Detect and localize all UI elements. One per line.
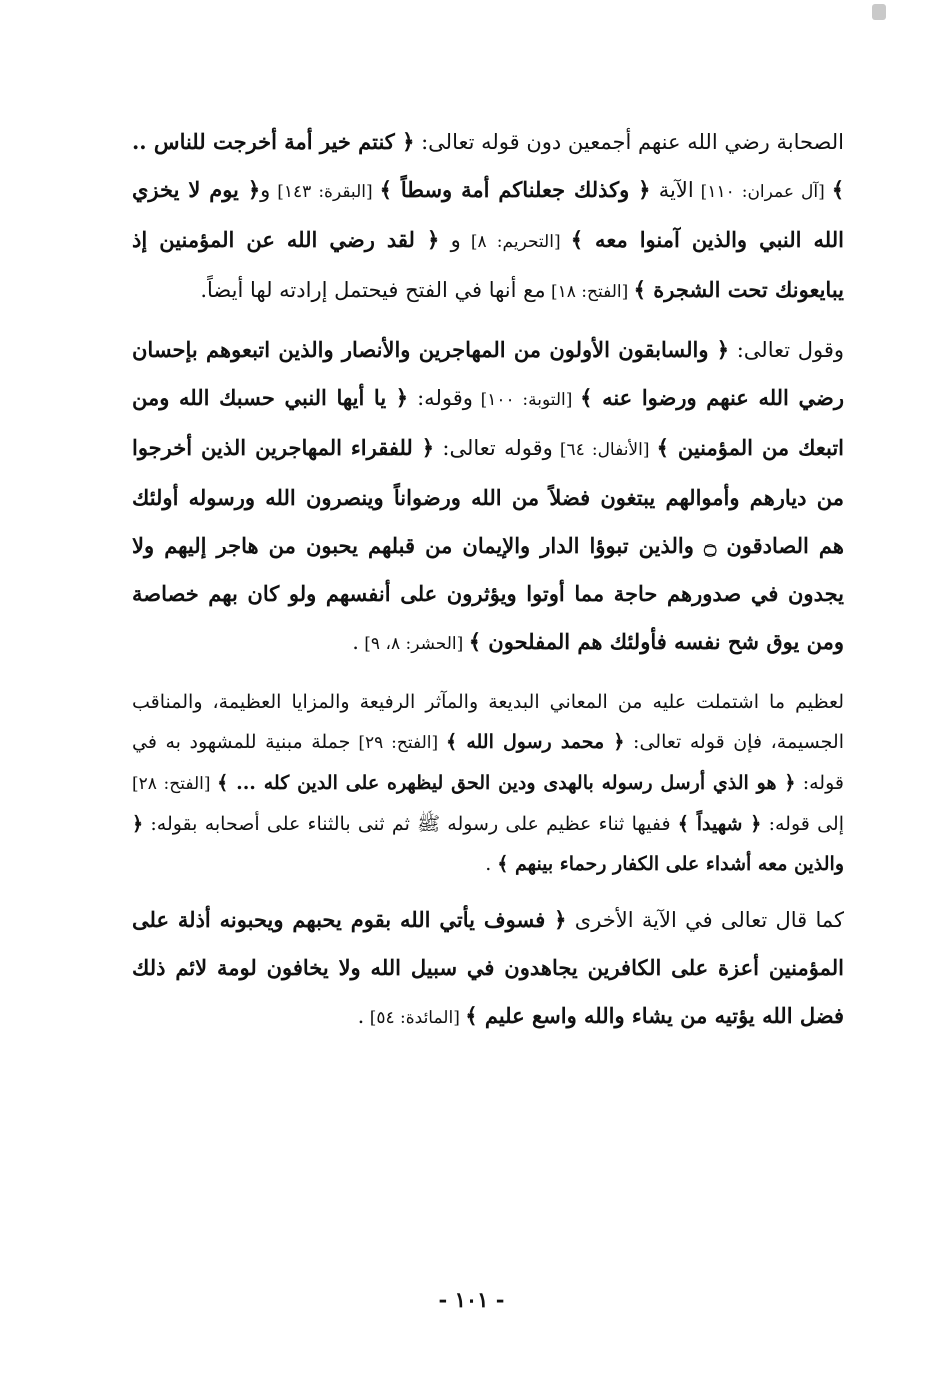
quran-bracket: ﴿	[395, 385, 409, 410]
quran-bracket: ﴾	[379, 177, 392, 202]
body-text: وقوله تعالى:	[434, 436, 553, 460]
body-text: كما قال تعالى في الآية الأخرى	[566, 908, 844, 932]
page-body	[132, 118, 844, 1042]
quran-bracket: ﴾	[497, 853, 509, 875]
quran-bracket: ﴿	[554, 907, 567, 932]
verse-reference: [التوبة: ١٠٠]	[472, 390, 581, 410]
body-text: وقول تعالى:	[729, 338, 844, 362]
quran-bracket: ﴾	[465, 1003, 478, 1028]
quran-bracket: ﴾	[446, 731, 458, 753]
quran-verse: والذين معه أشداء على الكفار رحماء بينهم	[508, 853, 844, 875]
quran-bracket: ﴾	[677, 813, 689, 835]
quran-verse: وكذلك جعلناكم أمة وسطاً	[391, 177, 639, 202]
body-text: الآية	[650, 178, 694, 202]
body-text: و	[260, 178, 271, 202]
quran-verse: محمد رسول الله	[457, 731, 614, 753]
body-text: وقوله:	[408, 386, 473, 410]
paragraph-3	[132, 682, 844, 884]
quran-bracket: ﴾	[468, 629, 481, 654]
quran-verse: شهيداً	[688, 813, 751, 835]
verse-reference: [البقرة: ١٤٣]	[270, 182, 380, 202]
quran-bracket: ﴿	[716, 337, 730, 362]
body-text: جملة مبنية للمشهود به في قوله:	[132, 731, 844, 794]
verse-reference: [الأنفال: ٦٤]	[552, 440, 657, 460]
quran-bracket: ﴾	[217, 772, 229, 794]
paragraph-2	[132, 326, 844, 668]
quran-verse: كنتم خير أمة أخرجت للناس ..	[132, 129, 403, 154]
quran-bracket: ﴿	[132, 813, 144, 835]
quran-bracket: ﴾	[580, 385, 593, 410]
body-text: .	[485, 853, 498, 875]
verse-reference: [الحشر: ٨، ٩]	[358, 634, 469, 654]
quran-bracket: ﴾	[633, 277, 646, 302]
verse-reference: [الفتح: ٢٨]	[132, 774, 218, 794]
quran-verse: والسابقون الأولون من المهاجرين والأنصار والذين اتبعوهم بإحسان رضي الله عنهم ورضوا عنه	[132, 337, 844, 410]
quran-verse: يوم لا يخزي الله النبي والذين آمنوا معه	[132, 177, 844, 252]
body-text: .	[352, 630, 359, 654]
quran-bracket: ﴿	[402, 129, 415, 154]
body-text: إلى قوله:	[761, 813, 844, 835]
body-text: الصحابة رضي الله عنهم أجمعين دون قوله تعالى:	[414, 130, 844, 154]
scan-mark	[872, 4, 886, 20]
body-text: لعظيم ما اشتملت عليه من المعاني البديعة والمآثر الرفيعة والمزايا العظيمة، والمناقب الجسيمة، فإن قوله تعالى:	[132, 691, 844, 753]
paragraph-1	[132, 118, 844, 316]
quran-verse: لقد رضي الله عن المؤمنين إذ يبايعونك تحت الشجرة	[132, 227, 844, 302]
verse-reference: [المائدة: ٥٤]	[364, 1008, 466, 1028]
quran-bracket: ﴾	[570, 227, 584, 252]
quran-verse: يا أيها النبي حسبك الله ومن اتبعك من المؤمنين	[132, 385, 844, 460]
quran-bracket: ﴿	[784, 772, 796, 794]
quran-verse: للفقراء المهاجرين الذين أخرجوا من ديارهم وأموالهم يبتغون فضلاً من الله ورضواناً وينصرون الله ورسوله أولئك هم الصادقون ۝ والذين تبوؤا الدار والإيمان من قبلهم يحبون من هاجر إليهم ولا يجدون في صدورهم حاجة مما أوتوا ويؤثرون على أنفسهم ولو كان بهم خصاصة ومن يوق شح نفسه فأولئك هم المفلحون	[132, 435, 844, 654]
body-text: و	[439, 228, 461, 252]
verse-reference: [آل عمران: ١١٠]	[693, 182, 832, 202]
quran-verse: فسوف يأتي الله بقوم يحبهم ويحبونه أذلة على المؤمنين أعزة على الكافرين يجاهدون في سبيل الله ولا يخافون لومة لائم ذلك فضل الله يؤتيه من يشاء والله واسع عليم	[132, 907, 844, 1028]
quran-bracket: ﴿	[750, 813, 762, 835]
paragraph-4	[132, 896, 844, 1042]
quran-bracket: ﴾	[831, 177, 845, 202]
verse-reference: [التحريم: ٨]	[460, 232, 571, 252]
page-number: - ١٠١ -	[438, 1287, 505, 1312]
quran-bracket: ﴿	[613, 731, 625, 753]
quran-bracket: ﴾	[656, 435, 669, 460]
body-text: مع أنها في الفتح فيحتمل إرادته لها أيضاً.	[200, 278, 546, 302]
quran-bracket: ﴿	[421, 435, 435, 460]
quran-bracket: ﴿	[247, 177, 261, 202]
quran-bracket: ﴿	[426, 227, 440, 252]
body-text: ففيها ثناء عظيم على رسوله ﷺ ثم ثنى بالثناء على أصحابه بقوله:	[143, 813, 678, 835]
quran-bracket: ﴿	[638, 177, 651, 202]
body-text: .	[357, 1004, 365, 1028]
verse-reference: [الفتح: ٢٩]	[350, 733, 447, 753]
quran-verse: هو الذي أرسل رسوله بالهدى ودين الحق ليظهره على الدين كله ...	[228, 772, 785, 794]
verse-reference: [الفتح: ١٨]	[545, 282, 634, 302]
